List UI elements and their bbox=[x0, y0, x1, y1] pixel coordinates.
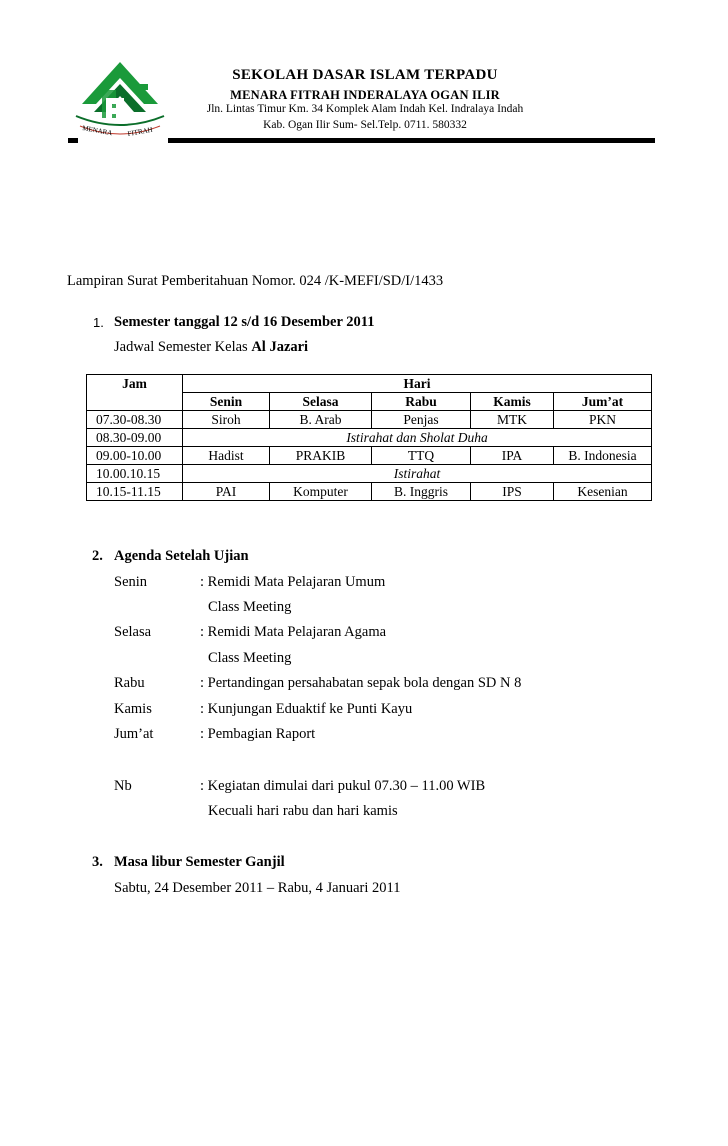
svg-text:FITRAH: FITRAH bbox=[126, 125, 154, 138]
menara-fitrah-logo-icon bbox=[66, 60, 174, 140]
section1-title: Semester tanggal 12 s/d 16 Desember 2011 bbox=[114, 314, 375, 330]
table-row bbox=[87, 465, 652, 483]
agenda-text: : Pertandingan persahabatan sepak bola dengan SD N 8 bbox=[200, 675, 522, 691]
subject-cell: Kesenian bbox=[554, 483, 652, 501]
subject-cell: Penjas bbox=[372, 411, 471, 429]
note-text: Kecuali hari rabu dan hari kamis bbox=[208, 803, 398, 819]
agenda-day: Senin bbox=[114, 574, 148, 590]
time-cell: 10.00.10.15 bbox=[87, 465, 183, 483]
section3-number: 3. bbox=[92, 854, 103, 870]
day-header: Selasa bbox=[270, 393, 372, 411]
section1-number: 1. bbox=[93, 315, 104, 330]
agenda-text: : Remidi Mata Pelajaran Umum bbox=[200, 574, 386, 590]
table-header-row-1 bbox=[87, 375, 652, 393]
school-logo bbox=[66, 60, 174, 140]
attachment-line: Lampiran Surat Pemberitahuan Nomor. 024 /K-MEFI/SD/I/1433 bbox=[67, 273, 444, 289]
agenda-day: Selasa bbox=[114, 624, 152, 640]
subject-cell: PKN bbox=[554, 411, 652, 429]
svg-text:MENARA: MENARA bbox=[81, 124, 113, 138]
subject-cell: TTQ bbox=[372, 447, 471, 465]
agenda-day: Rabu bbox=[114, 675, 145, 691]
time-cell: 09.00-10.00 bbox=[87, 447, 183, 465]
section3-title: Masa libur Semester Ganjil bbox=[114, 854, 285, 870]
subject-cell: IPS bbox=[471, 483, 554, 501]
subject-cell: B. Arab bbox=[270, 411, 372, 429]
break-cell: Istirahat bbox=[183, 465, 652, 483]
subject-cell: Komputer bbox=[270, 483, 372, 501]
table-row bbox=[87, 411, 652, 429]
class-name: Al Jazari bbox=[251, 339, 309, 355]
day-header: Rabu bbox=[372, 393, 471, 411]
jam-header-empty bbox=[87, 393, 183, 411]
break-cell: Istirahat dan Sholat Duha bbox=[183, 429, 652, 447]
header-rule-right bbox=[168, 138, 655, 143]
day-header: Jum’at bbox=[554, 393, 652, 411]
subject-cell: B. Indonesia bbox=[554, 447, 652, 465]
subject-cell: PRAKIB bbox=[270, 447, 372, 465]
hari-header: Hari bbox=[183, 375, 652, 393]
address-line-1: Jln. Lintas Timur Km. 34 Komplek Alam Indah Kel. Indralaya Indah bbox=[206, 103, 524, 115]
subject-cell: PAI bbox=[183, 483, 270, 501]
time-cell: 10.15-11.15 bbox=[87, 483, 183, 501]
agenda-text: Class Meeting bbox=[208, 650, 292, 666]
agenda-day: Jum’at bbox=[114, 726, 154, 742]
subject-cell: B. Inggris bbox=[372, 483, 471, 501]
section2-title: Agenda Setelah Ujian bbox=[114, 548, 249, 564]
table-row bbox=[87, 429, 652, 447]
school-name: SEKOLAH DASAR ISLAM TERPADU bbox=[232, 67, 498, 83]
section1-subtitle bbox=[114, 339, 308, 356]
school-subname: MENARA FITRAH INDERALAYA OGAN ILIR bbox=[230, 88, 500, 102]
subject-cell: MTK bbox=[471, 411, 554, 429]
subject-cell: Siroh bbox=[183, 411, 270, 429]
table-header-row-2 bbox=[87, 393, 652, 411]
subject-cell: Hadist bbox=[183, 447, 270, 465]
agenda-text: Class Meeting bbox=[208, 599, 292, 615]
table-row bbox=[87, 483, 652, 501]
subject-cell: IPA bbox=[471, 447, 554, 465]
table-row bbox=[87, 447, 652, 465]
header-rule-left bbox=[68, 138, 78, 143]
agenda-text: : Pembagian Raport bbox=[200, 726, 316, 742]
time-cell: 08.30-09.00 bbox=[87, 429, 183, 447]
section2-number: 2. bbox=[92, 548, 103, 564]
jam-header: Jam bbox=[87, 375, 183, 393]
day-header: Senin bbox=[183, 393, 270, 411]
holiday-period: Sabtu, 24 Desember 2011 – Rabu, 4 Januari 2011 bbox=[114, 880, 401, 896]
schedule-table bbox=[86, 374, 652, 501]
agenda-text: : Remidi Mata Pelajaran Agama bbox=[200, 624, 387, 640]
note-label: Nb bbox=[114, 778, 132, 794]
day-header: Kamis bbox=[471, 393, 554, 411]
agenda-day: Kamis bbox=[114, 701, 152, 717]
note-text: : Kegiatan dimulai dari pukul 07.30 – 11.00 WIB bbox=[200, 778, 486, 794]
address-line-2: Kab. Ogan Ilir Sum- Sel.Telp. 0711. 580332 bbox=[263, 119, 467, 131]
subtitle-prefix: Jadwal Semester Kelas bbox=[114, 339, 252, 355]
time-cell: 07.30-08.30 bbox=[87, 411, 183, 429]
agenda-text: : Kunjungan Eduaktif ke Punti Kayu bbox=[200, 701, 413, 717]
